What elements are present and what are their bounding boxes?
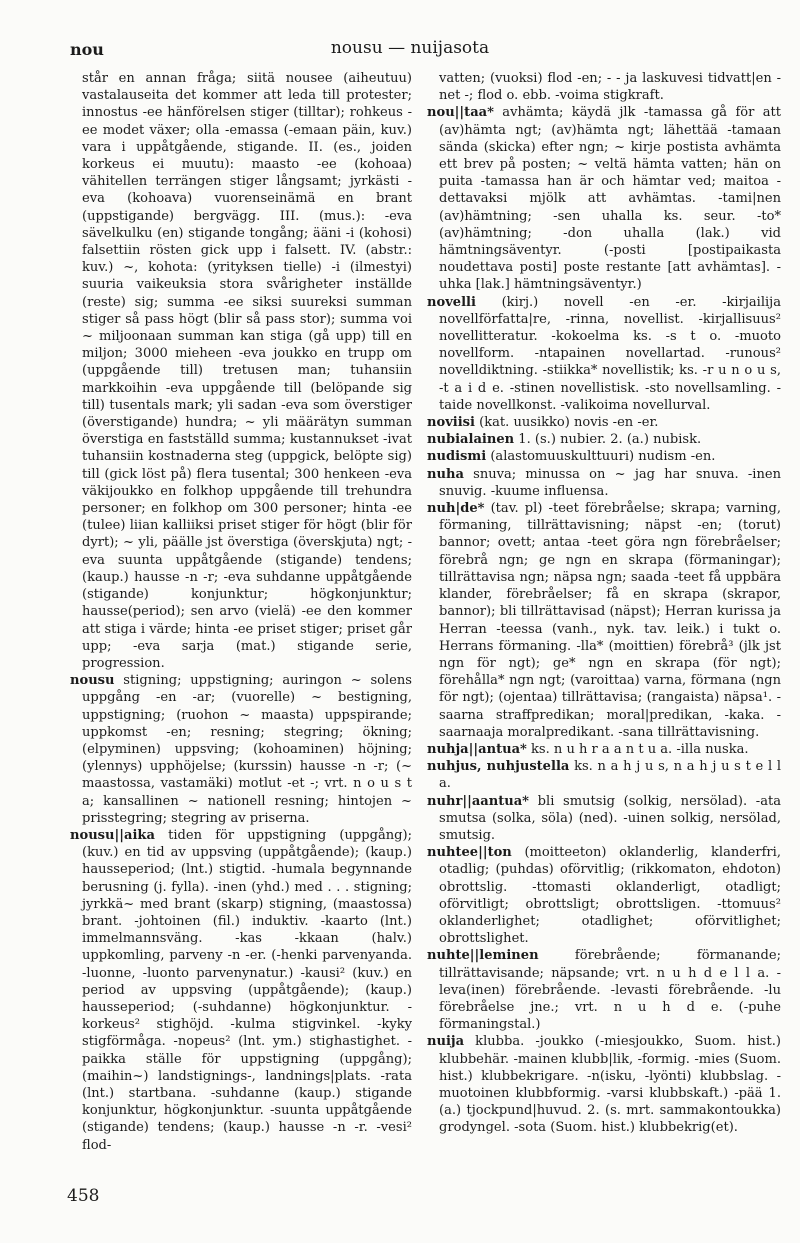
entry-text: står en annan fråga; siitä nousee (aiheutuu) vastalauseita det kommer att leda till protester; innostus -ee hänförelsen stiger (tilltar); rohkeus -ee modet växer; olla -emassa (-emaan päin, kuv.) vara i uppåtgående, stigande. II. (es., joiden korkeus ei muutu): maasto -ee (kohoaa) vähitellen terrängen stiger långsamt; jyrkästi -eva (kohoava) vuorenseinämä en brant (uppstigande) bergvägg. III. (mus.): -eva sävelkulku (en) stigande tongång; ääni -i (kohosi) falsettiin rösten gick upp i falsett. IV. (abstr.: kuv.) ~, kohota: (yrityksen tielle) -i (ilmestyi) suuria vaikeuksia stora svårigheter inställde (reste) sig; summa -ee siksi suureksi summan stiger så pass högt (blir så pass stor); summa voi ~ miljoonaan summan kan stiga (gå upp) till en miljon; 3000 mieheen -eva joukko en trupp om (uppgående till) tretusen man; tuhansiin markkoihin -eva uppgående till (belöpande sig till) tusentals mark; yli sadan -eva som överstiger (överstigande) hundra; ~ yli määrätyn summan överstiga en fastställd summa; kustannukset -ivat tuhansiin kostnaderna steg (uppgick, belöpte sig) till (gick löst på) flera tusental; 300 henkeen -eva väkijoukko en folkhop uppgående till trehundra personer; en folkhop om 300 personer; hinta -ee (tulee) liian kalliiksi priset stiger för högt (blir för dyrt); ~ yli, päälle jst överstiga (överskjuta) ngt; -eva suunta uppåtgående (stigande) tendens; (kaup.) hausse -n -r; -eva suhdanne uppåtgående (stigande) konjunktur; högkonjunktur; hausse(period); sen arvo (vielä) -ee den kommer att stiga i värde; hinta -ee priset stiger; priset går upp; -eva sarja (mat.) stigande serie, progression. [82, 71, 412, 671]
entry-continuation [427, 70, 781, 104]
dictionary-entry [427, 448, 781, 465]
left-column [70, 70, 412, 1154]
headword: nudismi [427, 449, 487, 465]
headword: nousu [70, 673, 115, 689]
dictionary-entry [427, 104, 781, 293]
headword: nousu||aika [70, 827, 155, 843]
headword: nou||taa* [427, 105, 494, 121]
dictionary-entry [427, 793, 781, 845]
entry-text: 1. (s.) nubier. 2. (a.) nubisk. [514, 432, 702, 448]
headword: noviisi [427, 415, 475, 431]
dictionary-entry [427, 294, 781, 414]
right-column [427, 70, 781, 1137]
headword: novelli [427, 294, 476, 310]
dictionary-entry [427, 844, 781, 947]
dictionary-entry [427, 431, 781, 448]
headword: nuhr||aantua* [427, 793, 530, 809]
entry-text: (moitteeton) oklanderlig, klanderfri, otadlig; (puhdas) oförvitlig; (rikkomaton, ehdoton) obrottslig. -ttomasti oklanderligt, otadligt; oförvitligt; obrottsligt; obrottsligen. -ttomuus² oklanderlighet; otadlighet; oförvitlighet; obrottslighet. [439, 845, 781, 947]
page-number: 458 [67, 1186, 100, 1206]
entry-continuation [70, 70, 412, 672]
entry-text: vatten; (vuoksi) flod -en; - - ja laskuvesi tidvatt|en -net -; flod o. ebb. -voima stigkraft. [439, 71, 781, 104]
dictionary-entry [427, 500, 781, 741]
headword: nuhja||antua* [427, 741, 527, 757]
entry-text: tiden för uppstigning (uppgång); (kuv.) en tid av uppsving (uppåtgående); (kaup.) hausseperiod; (lnt.) stigtid. -humala begynnande berusning (j. fylla). -inen (yhd.) med . . . stigning; jyrkkä~ med brant (skarp) stigning, (maastossa) brant. -johtoinen (fil.) induktiv. -kaarto (lnt.) immelmannsväng. -kas -kkaan (halv.) uppkomling, parveny -n -er. (-henki parvenyanda. -luonne, -luonto parvenynatur.) -kausi² (kuv.) en period av uppsving (uppåtgående); (kaup.) hausseperiod; (-suhdanne) högkonjunktur. -korkeus² stighöjd. -kulma stigvinkel. -kyky stigförmåga. -nopeus² (lnt. ym.) stighastighet. -paikka ställe för uppstigning (uppgång); (maihin~) landstignings-, landnings|plats. -rata (lnt.) startbana. -suhdanne (kaup.) stigande konjunktur, högkonjunktur. -suunta uppåtgående (stigande) tendens; (kaup.) hausse -n -r. -vesi² flod- [82, 827, 412, 1153]
headword: nuhjus, nuhjustella [427, 759, 570, 775]
page-header [70, 40, 750, 64]
dictionary-entry [70, 827, 412, 1154]
headword: nuh|de* [427, 501, 485, 517]
entry-text: stigning; uppstigning; auringon ~ solens uppgång -en -ar; (vuorelle) ~ bestigning, uppstigning; (ruohon ~ maasta) uppspirande; uppkomst -en; resning; stegring; ökning; (elpyminen) uppsving; (kohoaminen) höjning; (ylennys) upphöjelse; (kurssin) hausse -n -r; (~ maastossa, vastamäki) motlut -et -; vrt. n o u s t a; kansallinen ~ nationell resning; hintojen ~ prisstegring; stegring av priserna. [82, 673, 412, 826]
running-head-left: nou [70, 40, 104, 59]
dictionary-entry [70, 672, 412, 827]
entry-text: bli smutsig (solkig, nersölad). -ata smutsa (solka, söla) (ned). -uinen solkig, nersölad, smutsig. [439, 793, 781, 843]
running-head-center: nousu — nuijasota [330, 38, 490, 58]
dictionary-entry [427, 741, 781, 758]
entry-text: klubba. -joukko (-miesjoukko, Suom. hist.) klubbehär. -mainen klubb|lik, -formig. -mies (Suom. hist.) klubbekrigare. -n(isku, -lyönti) klubbslag. -muotoinen klubbformig. -varsi klubbskaft.) -pää 1. (a.) tjockpund|huvud. 2. (s. mrt. sammakontoukka) grodyngel. -sota (Suom. hist.) klubbekrig(et). [439, 1034, 781, 1136]
entry-text: ks. n u h r a a n t u a. -illa nuska. [526, 741, 749, 757]
entry-text: ks. n a h j u s, n a h j u s t e l l a. [439, 759, 781, 792]
dictionary-entry [427, 947, 781, 1033]
headword: nuha [427, 466, 464, 482]
headword: nuhtee||ton [427, 845, 512, 861]
headword: nubialainen [427, 432, 515, 448]
dictionary-entry [427, 1033, 781, 1136]
dictionary-entry [427, 466, 781, 500]
entry-text: snuva; minussa on ~ jag har snuva. -inen snuvig. -kuume influensa. [439, 466, 781, 499]
entry-text: (kat. uusikko) novis -en -er. [474, 415, 659, 431]
entry-text: (kirj.) novell -en -er. -kirjailija novellförfatta|re, -rinna, novellist. -kirjallisuus² novellitteratur. -kokoelma ks. -s t o. -muoto novellform. -ntapainen novellartad. -runous² novelldiktning. -stiikka* novellistik; ks. -r u n o u s, -t a i d e. -stinen novellistisk. -sto novellsamling. -taide novellkonst. -valikoima novellurval. [439, 294, 781, 413]
entry-text: (tav. pl) -teet förebråelse; skrapa; varning, förmaning, tillrättavisning; näpst -en; (torut) bannor; ovett; antaa -teet göra ngn förebråelser; förebrå ngn; ge ngn en skrapa (förmaningar); tillrättavisa ngn; näpsa ngn; saada -teet få uppbära klander, förebråelser; få en skrapa (skrapor, bannor); bli tillrättavisad (näpst); Herran kurissa ja Herran -teessa (vanh., nyk. tav. leik.) i tukt o. Herrans förmaning. -lla* (moittien) förebrå³ (jlk jst ngn för ngt); ge* ngn en skrapa (för ngt); förehålla* ngn ngt; (varoittaa) varna, förmana (ngn för ngt); (ojentaa) tillrättavisa; (rangaista) näpsa¹. -saarna straffpredikan; moral|predikan, -kaka. -saarnaaja moralpredikant. -sana tillrättavisning. [439, 501, 781, 740]
headword: nuhte||leminen [427, 948, 539, 964]
dictionary-entry [427, 414, 781, 431]
entry-text: (alastomuuskulttuuri) nudism -en. [486, 449, 716, 465]
dictionary-entry [427, 758, 781, 792]
entry-text: avhämta; käydä jlk -tamassa gå för att (av)hämta ngt; (av)hämta ngt; lähettää -tamaan sända (skicka) efter ngn; ~ kirje postista avhämta ett brev på posten; ~ veltä hämta vatten; hän on puita -tamassa han är och hämtar ved; maitoa -dettavaksi mjölk att avhämtas. -tami|nen (av)hämtning; -sen uhalla ks. seur. -to* (av)hämtning; -don uhalla (lak.) vid hämtningsäventyr. (-posti [postipaikasta noudettava posti] poste restante [att avhämtas]. -uhka [lak.] hämtningsäventyr.) [439, 105, 781, 293]
headword: nuija [427, 1034, 465, 1050]
entry-text: förebrående; förmanande; tillrättavisande; näpsande; vrt. n u h d e l l a. -leva(inen) förebrående. -levasti förebrående. -lu förebråelse jne.; vrt. n u h d e. (-puhe förmaningstal.) [439, 948, 781, 1033]
